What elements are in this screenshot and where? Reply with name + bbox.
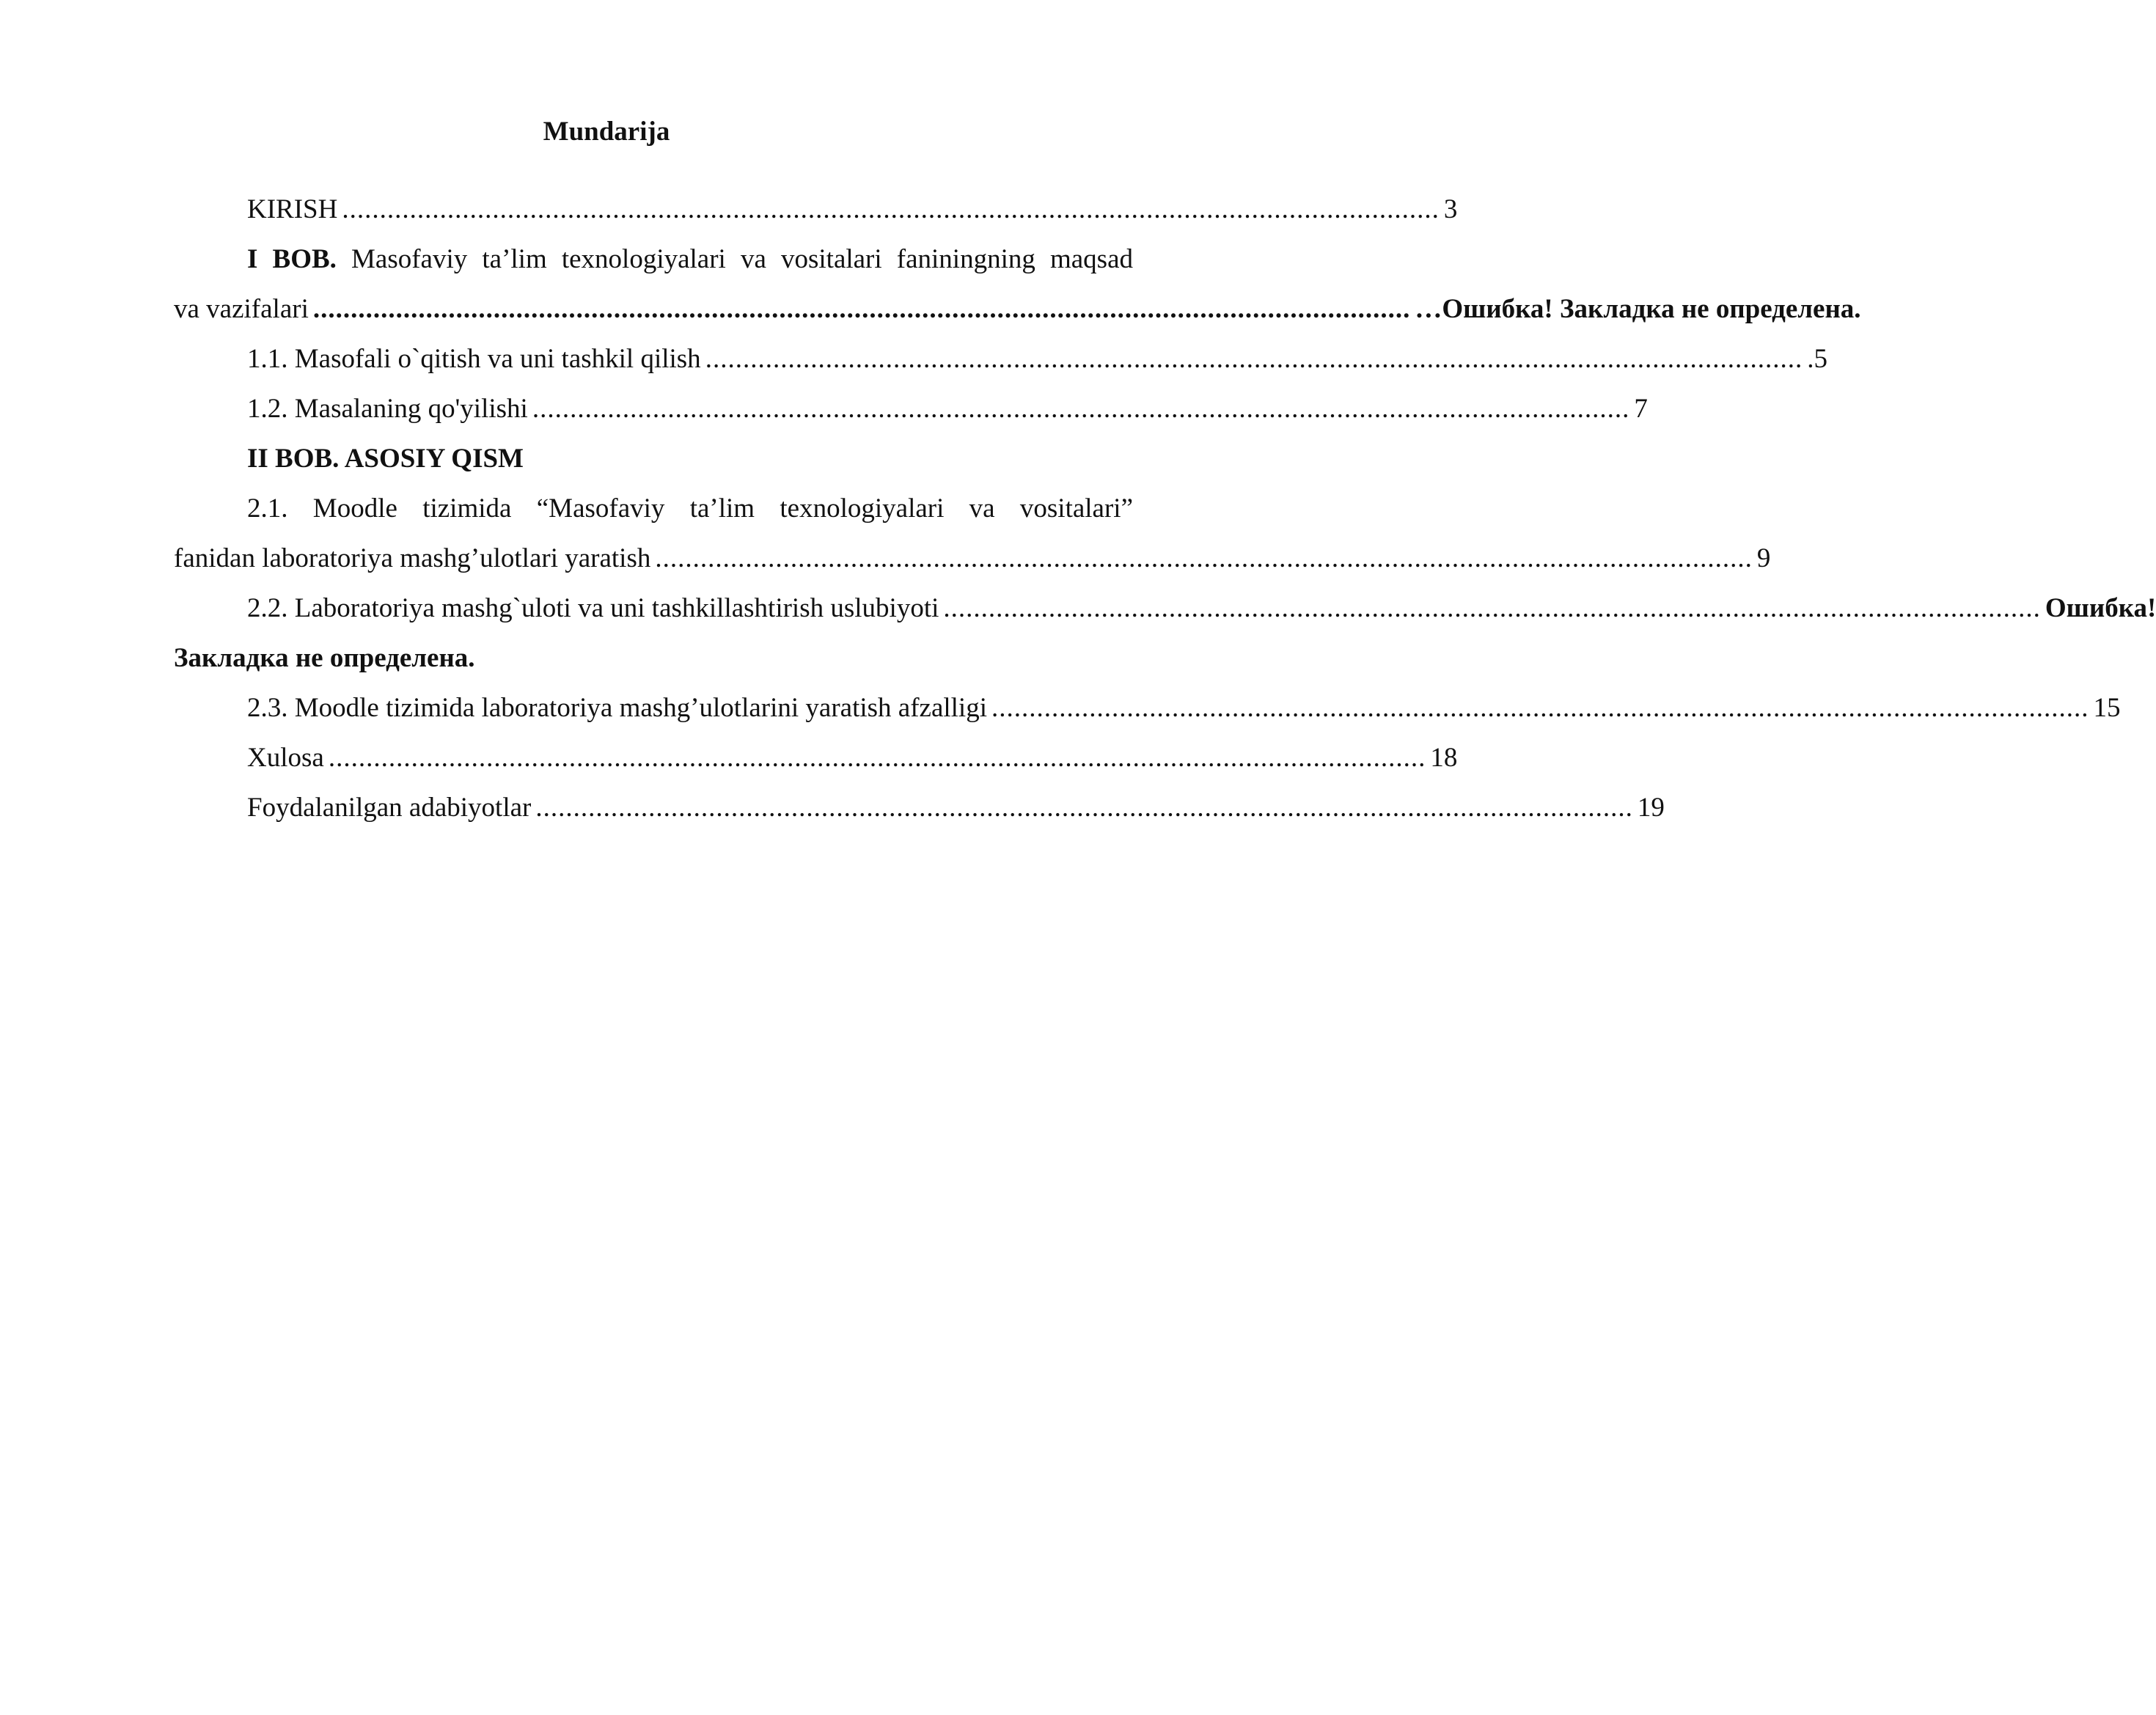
- toc-leader-dots: ..................................................................................................................................................: [535, 793, 1633, 823]
- toc-entry-text: 2.2. Laboratoriya mashg`uloti va uni tashkillashtirish uslubiyoti: [247, 593, 939, 623]
- toc-entry-text: Xulosa: [247, 743, 324, 773]
- toc-leader-dots: ..................................................................................................................................................: [655, 543, 1753, 573]
- toc-entry-text: Foydalanilgan adabiyotlar: [247, 793, 532, 823]
- toc-page-number: 7: [1634, 394, 1648, 424]
- toc-entry-1-1[interactable]: [174, 334, 1827, 384]
- chapter-label: I BOB.: [247, 244, 337, 274]
- toc-page-number: 18: [1430, 743, 1458, 773]
- bookmark-error-continued: Закладка не определена.: [174, 643, 475, 673]
- toc-entry-xulosa[interactable]: [174, 733, 1458, 783]
- toc-entry-text-line2: va vazifalari: [174, 294, 309, 324]
- toc-entry-2-3[interactable]: [174, 683, 2121, 733]
- toc-entry-text-line1: I BOB. Masofaviy ta’lim texnologiyalari va vositalari faniningning maqsad: [247, 244, 1133, 274]
- page-title: Mundarija: [543, 117, 670, 147]
- toc-leader-dots: ..................................................................................................................................................: [943, 593, 2041, 623]
- toc-entry-text: KIRISH: [247, 194, 338, 224]
- toc-entry-kirish[interactable]: [174, 185, 1458, 235]
- toc-page-number: 3: [1443, 194, 1458, 224]
- toc-page-number: 9: [1756, 543, 1771, 573]
- toc-entry-text: 2.3. Moodle tizimida laboratoriya mashg’ulotlarini yaratish afzalligi: [247, 693, 987, 723]
- toc-chapter-heading: II BOB. ASOSIY QISM: [247, 444, 524, 474]
- toc-leader-dots: ..................................................................................................................................................: [705, 344, 1803, 374]
- toc-entry-text-line2: fanidan laboratoriya mashg’ulotlari yaratish: [174, 543, 651, 573]
- toc-entry-1-2[interactable]: [174, 384, 1648, 434]
- table-of-contents: [174, 185, 2156, 833]
- bookmark-error: …Ошибка! Закладка не определена.: [1415, 294, 1861, 324]
- toc-leader-dots: ..................................................................................................................................................: [312, 294, 1411, 324]
- toc-leader-dots: ..................................................................................................................................................: [328, 743, 1426, 773]
- toc-entry-bob2[interactable]: [174, 434, 1133, 484]
- toc-page-number: 19: [1637, 793, 1665, 823]
- toc-leader-dots: ..................................................................................................................................................: [991, 693, 2089, 723]
- toc-entry-text: 1.2. Masalaning qo'yilishi: [247, 394, 528, 424]
- toc-entry-2-2[interactable]: [174, 584, 2156, 683]
- toc-leader-dots: ..................................................................................................................................................: [342, 194, 1440, 224]
- toc-entry-text: 1.1. Masofali o`qitish va uni tashkil qilish: [247, 344, 701, 374]
- bookmark-error: Ошибка!: [2045, 593, 2156, 623]
- toc-entry-bob1[interactable]: [174, 235, 1861, 334]
- toc-entry-adabiyotlar[interactable]: [174, 783, 1665, 833]
- toc-leader-dots: ..................................................................................................................................................: [532, 394, 1630, 424]
- toc-page-number: 15: [2093, 693, 2121, 723]
- toc-entry-text-line1: 2.1. Moodle tizimida “Masofaviy ta’lim texnologiyalari va vositalari”: [247, 493, 1133, 524]
- toc-entry-2-1[interactable]: [174, 484, 1771, 584]
- toc-page-number: .5: [1807, 344, 1827, 374]
